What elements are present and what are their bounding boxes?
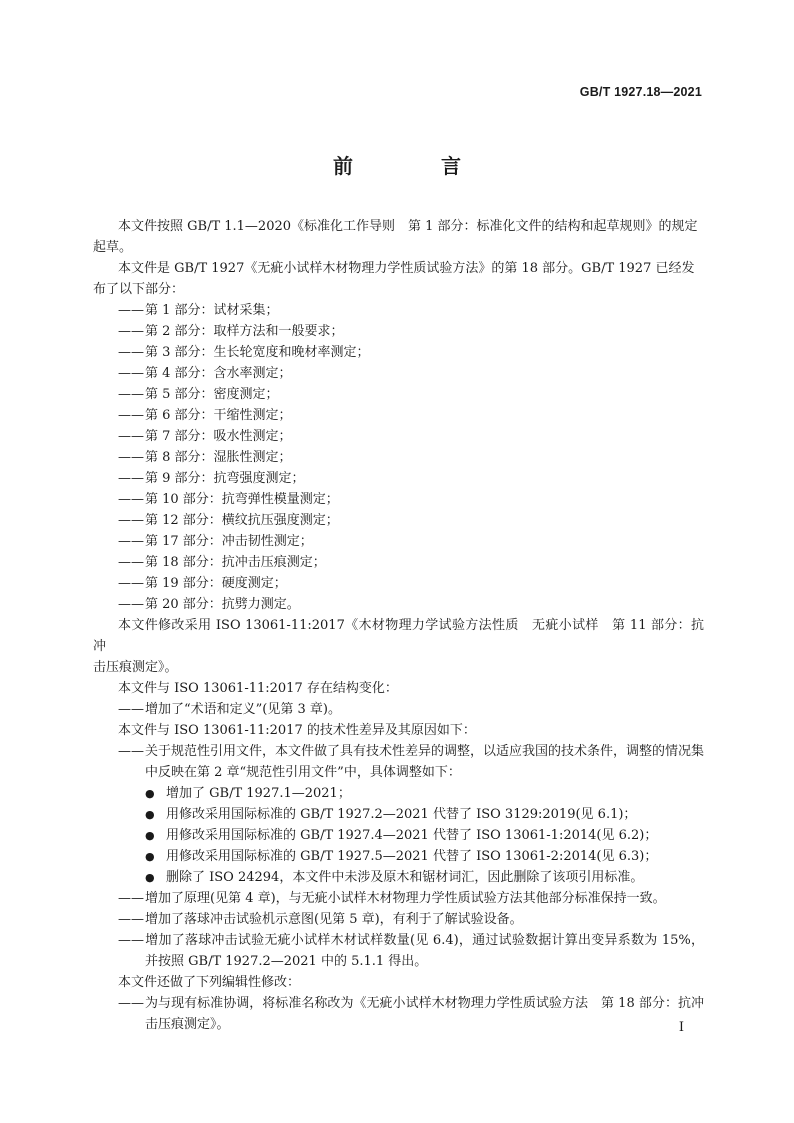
bullet-list-item-text: 删除了 ISO 24294，本文件中未涉及原木和锯材词汇，因此删除了该项引用标准。: [166, 870, 644, 885]
list-item-text: 增加了落球冲击试验机示意图(见第 5 章)，有利于了解试验设备。: [145, 912, 523, 927]
list-item-text: 增加了落球冲击试验无疵小试样木材试样数量(见 6.4)，通过试验数据计算出变异系数为 15%，并按照 GB/T 1927.2—2021 中的 5.1.1 得出。: [145, 933, 704, 969]
part-list-item: [118, 342, 704, 363]
dash-marker: ——: [118, 492, 144, 507]
bullet-list-item-text: 用修改采用国际标准的 GB/T 1927.5—2021 代替了 ISO 13061-2:2014(见 6.3)；: [166, 849, 658, 864]
paragraph-series-intro: [93, 258, 704, 279]
paragraph-drafting-rule-cont: [93, 237, 704, 258]
part-list-item: [118, 468, 704, 489]
paragraph-text: 本文件修改采用 ISO 13061-11:2017《木材物理力学试验方法性质 无疵小试样 第 11 部分：抗冲: [93, 618, 704, 654]
paragraph-structure-change: 本文件与 ISO 13061-11:2017 存在结构变化：: [118, 681, 398, 696]
bullet-list-item-text: 用修改采用国际标准的 GB/T 1927.4—2021 代替了 ISO 13061-1:2014(见 6.2)；: [166, 828, 658, 843]
part-list-item: [118, 552, 704, 573]
bullet-list-item-text: 增加了 GB/T 1927.1—2021；: [166, 786, 351, 801]
paragraph-editorial-changes: 本文件还做了下列编辑性修改：: [118, 975, 301, 990]
part-list-item-text: 第 12 部分：横纹抗压强度测定；: [145, 513, 339, 528]
part-list-item: [118, 510, 704, 531]
dash-marker: ——: [118, 471, 144, 486]
part-list-item-text: 第 6 部分：干缩性测定；: [145, 408, 292, 423]
bullet-list-item: [118, 867, 704, 888]
dash-marker: ——: [118, 744, 144, 759]
bullet-dot-icon: ●: [145, 829, 155, 842]
paragraph-text: 击压痕测定》。: [93, 660, 178, 675]
bullet-list-item: [118, 804, 704, 825]
dash-marker: ——: [118, 408, 144, 423]
dash-marker: ——: [118, 429, 144, 444]
part-list-item-text: 第 10 部分：抗弯弹性模量测定；: [145, 492, 339, 507]
list-item: [118, 909, 704, 930]
dash-marker: ——: [118, 702, 144, 717]
part-list-item-text: 第 8 部分：湿胀性测定；: [145, 450, 292, 465]
dash-marker: ——: [118, 387, 144, 402]
part-list-item-text: 第 3 部分：生长轮宽度和晚材率测定；: [145, 345, 370, 360]
bullet-list-item: [118, 783, 704, 804]
list-item-text: 关于规范性引用文件，本文件做了具有技术性差异的调整，以适应我国的技术条件，调整的情况集中反映在第 2 章“规范性引用文件”中，具体调整如下：: [145, 744, 705, 780]
part-list-item: [118, 573, 704, 594]
page-title: 前 言: [333, 154, 495, 178]
list-item: [118, 888, 704, 909]
part-list-item: [118, 531, 704, 552]
list-item-text: 增加了原理(见第 4 章)，与无疵小试样木材物理力学性质试验方法其他部分标准保持一致。: [145, 891, 666, 906]
page-number: I: [678, 1020, 684, 1035]
dash-marker: ——: [118, 534, 144, 549]
bullet-dot-icon: ●: [145, 871, 155, 884]
part-list-item-text: 第 19 部分：硬度测定；: [145, 576, 287, 591]
part-list-item-text: 第 5 部分：密度测定；: [145, 387, 279, 402]
dash-marker: ——: [118, 324, 144, 339]
bullet-dot-icon: ●: [145, 850, 155, 863]
paragraph-iso-adoption-cont: [93, 657, 704, 678]
list-item-text: 增加了“术语和定义”(见第 3 章)。: [145, 702, 341, 717]
paragraph-text: 起草。: [93, 240, 133, 255]
paragraph-text: 本文件是 GB/T 1927《无疵小试样木材物理力学性质试验方法》的第 18 部分。GB/T 1927 已经发: [118, 261, 695, 276]
part-list-item: [118, 489, 704, 510]
bullet-dot-icon: ●: [145, 808, 155, 821]
dash-marker: ——: [118, 996, 144, 1011]
foreword-body: [93, 216, 705, 1035]
part-list-item-text: 第 20 部分：抗劈力测定。: [145, 597, 300, 612]
bullet-list-item: [118, 825, 704, 846]
paragraph-text: 本文件按照 GB/T 1.1—2020《标准化工作导则 第 1 部分：标准化文件的结构和起草规则》的规定: [118, 219, 698, 234]
paragraph-technical-differences: 本文件与 ISO 13061-11:2017 的技术性差异及其原因如下：: [118, 723, 476, 738]
bullet-list-item-text: 用修改采用国际标准的 GB/T 1927.2—2021 代替了 ISO 3129:2019(见 6.1)；: [166, 807, 637, 822]
part-list-item-text: 第 9 部分：抗弯强度测定；: [145, 471, 305, 486]
dash-marker: ——: [118, 345, 144, 360]
list-item: [118, 699, 704, 720]
paragraph-text: 布了以下部分：: [93, 282, 185, 297]
part-list-item: [118, 405, 704, 426]
parts-list: [118, 300, 704, 615]
part-list-item-text: 第 2 部分：取样方法和一般要求；: [145, 324, 344, 339]
list-item-text: 为与现有标准协调，将标准名称改为《无疵小试样木材物理力学性质试验方法 第 18 部分：抗冲击压痕测定》。: [145, 996, 704, 1032]
part-list-item: [118, 594, 704, 615]
part-list-item: [118, 426, 704, 447]
bullet-list: [118, 783, 704, 888]
dash-marker: ——: [118, 933, 144, 948]
part-list-item-text: 第 17 部分：冲击韧性测定；: [145, 534, 313, 549]
part-list-item-text: 第 18 部分：抗冲击压痕测定；: [145, 555, 326, 570]
part-list-item-text: 第 4 部分：含水率测定；: [145, 366, 292, 381]
dash-marker: ——: [118, 303, 144, 318]
standard-code: GB/T 1927.18—2021: [579, 85, 702, 99]
list-item: [118, 930, 704, 972]
bullet-list-item: [118, 846, 704, 867]
dash-marker: ——: [118, 450, 144, 465]
list-item: [118, 993, 704, 1035]
part-list-item: [118, 363, 704, 384]
paragraph-series-intro-cont: [93, 279, 704, 300]
dash-marker: ——: [118, 555, 144, 570]
part-list-item: [118, 447, 704, 468]
part-list-item-text: 第 7 部分：吸水性测定；: [145, 429, 292, 444]
part-list-item-text: 第 1 部分：试材采集；: [145, 303, 279, 318]
part-list-item: [118, 321, 704, 342]
dash-marker: ——: [118, 576, 144, 591]
part-list-item: [118, 384, 704, 405]
part-list-item: [118, 300, 704, 321]
paragraph-iso-adoption: [93, 615, 704, 657]
dash-marker: ——: [118, 891, 144, 906]
list-item: [118, 741, 704, 783]
dash-marker: ——: [118, 912, 144, 927]
dash-marker: ——: [118, 597, 144, 612]
dash-marker: ——: [118, 513, 144, 528]
dash-marker: ——: [118, 366, 144, 381]
paragraph-drafting-rule: [93, 216, 704, 237]
bullet-dot-icon: ●: [145, 787, 155, 800]
